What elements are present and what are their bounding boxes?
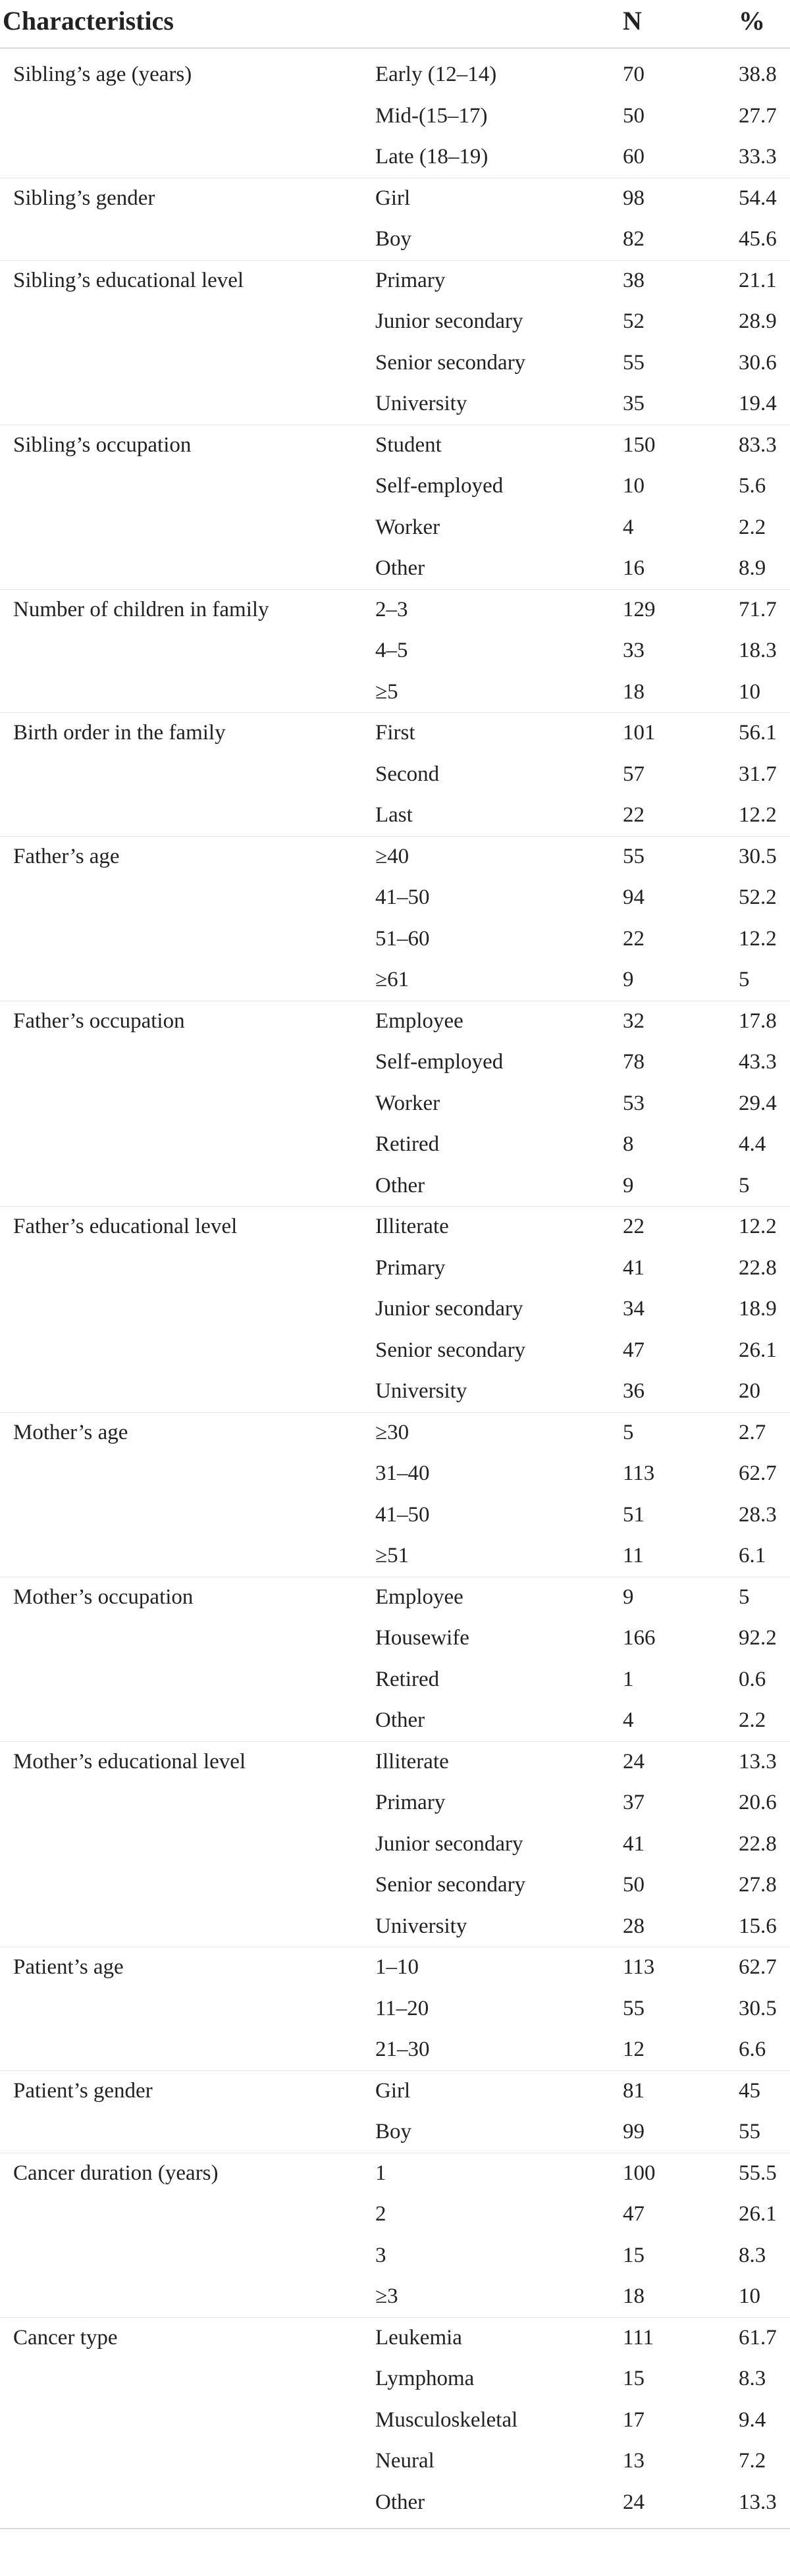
category-cell: ≥30 — [375, 1420, 409, 1444]
category-cell: Boy — [375, 227, 412, 251]
n-cell: 4 — [623, 1708, 634, 1732]
category-cell: Early (12–14) — [375, 63, 497, 86]
table-row — [0, 2111, 790, 2152]
category-cell: ≥61 — [375, 968, 409, 991]
n-cell: 55 — [623, 350, 645, 375]
n-cell: 101 — [623, 721, 656, 745]
n-cell: 41 — [623, 1255, 645, 1280]
percent-cell: 0.6 — [739, 1667, 766, 1691]
percent-cell: 52.2 — [739, 885, 777, 909]
category-cell: Senior secondary — [375, 350, 526, 375]
table-row — [0, 959, 790, 1000]
percent-cell: 8.9 — [739, 556, 766, 580]
percent-cell: 21.1 — [739, 268, 777, 292]
n-cell: 98 — [623, 186, 645, 210]
n-cell: 60 — [623, 145, 645, 169]
characteristic-label: Mother’s age — [13, 1420, 128, 1444]
table-row — [0, 1206, 790, 1247]
table-row — [0, 95, 790, 136]
category-cell: ≥51 — [375, 1544, 409, 1567]
percent-cell: 2.2 — [739, 1708, 766, 1732]
category-cell: Student — [375, 433, 442, 457]
category-cell: ≥40 — [375, 844, 409, 868]
category-cell: Other — [375, 2490, 425, 2514]
characteristic-label: Birth order in the family — [13, 721, 226, 745]
category-cell: Neural — [375, 2449, 434, 2473]
table-row — [0, 1741, 790, 1782]
category-cell: Employee — [375, 1009, 463, 1033]
n-cell: 32 — [623, 1009, 645, 1033]
percent-cell: 18.9 — [739, 1297, 777, 1321]
table-row — [0, 1288, 790, 1329]
table-row — [0, 1248, 790, 1288]
percent-cell: 29.4 — [739, 1091, 777, 1115]
percent-cell: 62.7 — [739, 1461, 777, 1485]
characteristic-label: Patient’s gender — [13, 2078, 153, 2103]
n-cell: 9 — [623, 1173, 634, 1197]
n-cell: 37 — [623, 1791, 645, 1814]
percent-cell: 43.3 — [739, 1050, 777, 1074]
category-cell: Primary — [375, 1255, 446, 1280]
n-cell: 35 — [623, 392, 645, 415]
n-cell: 5 — [623, 1420, 634, 1444]
category-cell: Lymphoma — [375, 2367, 475, 2390]
category-cell: Self-employed — [375, 1050, 504, 1074]
percent-cell: 5 — [739, 968, 750, 991]
percent-cell: 61.7 — [739, 2325, 777, 2350]
table-row — [0, 1494, 790, 1535]
table-row — [0, 342, 790, 383]
percent-cell: 6.1 — [739, 1544, 766, 1567]
percent-cell: 71.7 — [739, 597, 777, 621]
category-cell: Other — [375, 1708, 425, 1732]
table-row — [0, 589, 790, 630]
category-cell: Illiterate — [375, 1749, 449, 1774]
n-cell: 28 — [623, 1914, 645, 1938]
table-row — [0, 1453, 790, 1494]
table-row — [0, 671, 790, 712]
percent-cell: 27.7 — [739, 103, 777, 128]
percent-cell: 55.5 — [739, 2161, 777, 2185]
characteristic-label: Father’s occupation — [13, 1009, 185, 1033]
category-cell: Late (18–19) — [375, 145, 488, 169]
category-cell: Junior secondary — [375, 1297, 523, 1321]
table-row — [0, 383, 790, 424]
table-row — [0, 301, 790, 342]
percent-cell: 55 — [739, 2120, 760, 2143]
n-cell: 22 — [623, 1215, 645, 1238]
table-row — [0, 712, 790, 753]
category-cell: Girl — [375, 2078, 411, 2103]
n-cell: 50 — [623, 1873, 645, 1897]
percent-cell: 92.2 — [739, 1626, 777, 1650]
category-cell: 11–20 — [375, 1996, 429, 2020]
n-cell: 9 — [623, 968, 634, 991]
table-row — [0, 2482, 790, 2523]
characteristic-label: Sibling’s gender — [13, 186, 155, 210]
category-cell: University — [375, 392, 467, 415]
percent-cell: 28.9 — [739, 309, 777, 333]
table-row — [0, 1947, 790, 1987]
table-row — [0, 1412, 790, 1453]
n-cell: 16 — [623, 556, 645, 580]
table-row — [0, 2440, 790, 2481]
category-cell: Boy — [375, 2120, 412, 2143]
header-percent: % — [739, 6, 765, 36]
n-cell: 24 — [623, 2490, 645, 2514]
table-row — [0, 630, 790, 671]
category-cell: 51–60 — [375, 926, 430, 951]
n-cell: 17 — [623, 2407, 645, 2432]
percent-cell: 2.7 — [739, 1420, 766, 1444]
table-row — [0, 507, 790, 548]
table-row — [0, 178, 790, 219]
characteristic-label: Father’s age — [13, 844, 120, 868]
percent-cell: 8.3 — [739, 2367, 766, 2390]
table-row — [0, 1906, 790, 1947]
table-row — [0, 1535, 790, 1576]
n-cell: 52 — [623, 309, 645, 333]
category-cell: 4–5 — [375, 639, 408, 662]
table-row — [0, 2070, 790, 2111]
characteristic-label: Patient’s age — [13, 1955, 124, 1979]
n-cell: 57 — [623, 762, 645, 786]
n-cell: 33 — [623, 639, 645, 662]
percent-cell: 10 — [739, 2284, 760, 2308]
category-cell: Housewife — [375, 1626, 469, 1650]
percent-cell: 4.4 — [739, 1132, 766, 1156]
table-row — [0, 1617, 790, 1658]
table-row — [0, 2153, 790, 2194]
category-cell: Musculoskeletal — [375, 2407, 518, 2432]
n-cell: 111 — [623, 2325, 654, 2350]
category-cell: First — [375, 721, 415, 745]
percent-cell: 12.2 — [739, 803, 777, 827]
category-cell: 2 — [375, 2202, 386, 2226]
table-row — [0, 1041, 790, 1082]
table-row — [0, 1659, 790, 1700]
category-cell: Other — [375, 556, 425, 580]
header-characteristics: Characteristics — [3, 6, 174, 36]
table-row — [0, 1124, 790, 1165]
n-cell: 36 — [623, 1379, 645, 1403]
percent-cell: 12.2 — [739, 1215, 777, 1238]
n-cell: 51 — [623, 1502, 645, 1527]
characteristic-label: Sibling’s educational level — [13, 268, 244, 292]
category-cell: University — [375, 1914, 467, 1938]
category-cell: Last — [375, 803, 413, 827]
n-cell: 15 — [623, 2367, 645, 2390]
n-cell: 55 — [623, 844, 645, 868]
category-cell: Worker — [375, 515, 440, 539]
n-cell: 81 — [623, 2078, 645, 2103]
category-cell: Junior secondary — [375, 309, 523, 333]
n-cell: 50 — [623, 103, 645, 128]
percent-cell: 17.8 — [739, 1009, 777, 1033]
n-cell: 24 — [623, 1749, 645, 1774]
percent-cell: 8.3 — [739, 2243, 766, 2267]
percent-cell: 33.3 — [739, 145, 777, 169]
table-row — [0, 2235, 790, 2276]
category-cell: Self-employed — [375, 474, 504, 498]
category-cell: 1–10 — [375, 1955, 419, 1979]
percent-cell: 38.8 — [739, 63, 777, 86]
n-cell: 166 — [623, 1626, 656, 1650]
n-cell: 129 — [623, 597, 656, 621]
percent-cell: 45.6 — [739, 227, 777, 251]
category-cell: Employee — [375, 1585, 463, 1609]
table-row — [0, 1083, 790, 1124]
percent-cell: 26.1 — [739, 1338, 777, 1362]
table-row — [0, 1824, 790, 1864]
characteristic-label: Mother’s occupation — [13, 1585, 194, 1609]
n-cell: 12 — [623, 2037, 645, 2061]
n-cell: 9 — [623, 1585, 634, 1609]
characteristic-label: Mother’s educational level — [13, 1749, 246, 1774]
category-cell: 31–40 — [375, 1461, 430, 1485]
percent-cell: 26.1 — [739, 2202, 777, 2226]
percent-cell: 27.8 — [739, 1873, 777, 1897]
n-cell: 55 — [623, 1996, 645, 2020]
percent-cell: 5 — [739, 1585, 750, 1609]
percent-cell: 30.5 — [739, 1996, 777, 2020]
table-row — [0, 1988, 790, 2029]
table-header-row — [0, 0, 790, 49]
n-cell: 113 — [623, 1955, 655, 1979]
percent-cell: 31.7 — [739, 762, 777, 786]
table-row — [0, 836, 790, 877]
table-row — [0, 2400, 790, 2440]
percent-cell: 9.4 — [739, 2407, 766, 2432]
percent-cell: 10 — [739, 679, 760, 704]
percent-cell: 45 — [739, 2078, 760, 2103]
percent-cell: 22.8 — [739, 1255, 777, 1280]
characteristic-label: Father’s educational level — [13, 1215, 238, 1238]
n-cell: 22 — [623, 926, 645, 951]
n-cell: 47 — [623, 1338, 645, 1362]
category-cell: Senior secondary — [375, 1338, 526, 1362]
percent-cell: 12.2 — [739, 926, 777, 951]
percent-cell: 2.2 — [739, 515, 766, 539]
table-row — [0, 465, 790, 506]
table-row — [0, 548, 790, 589]
table-row — [0, 877, 790, 918]
category-cell: 21–30 — [375, 2037, 430, 2061]
category-cell: Retired — [375, 1667, 440, 1691]
percent-cell: 30.5 — [739, 844, 777, 868]
n-cell: 1 — [623, 1667, 634, 1691]
percent-cell: 13.3 — [739, 1749, 777, 1774]
n-cell: 10 — [623, 474, 645, 498]
percent-cell: 13.3 — [739, 2490, 777, 2514]
table-row — [0, 1371, 790, 1411]
category-cell: 3 — [375, 2243, 386, 2267]
table-row — [0, 260, 790, 301]
n-cell: 18 — [623, 2284, 645, 2308]
category-cell: 41–50 — [375, 885, 430, 909]
percent-cell: 83.3 — [739, 433, 777, 457]
category-cell: Worker — [375, 1091, 440, 1115]
characteristic-label: Sibling’s age (years) — [13, 63, 192, 86]
characteristic-label: Cancer duration (years) — [13, 2161, 219, 2185]
category-cell: Leukemia — [375, 2325, 462, 2350]
category-cell: Mid-(15–17) — [375, 103, 488, 128]
n-cell: 150 — [623, 433, 656, 457]
percent-cell: 5.6 — [739, 474, 766, 498]
table-row — [0, 1864, 790, 1905]
category-cell: University — [375, 1379, 467, 1403]
category-cell: Second — [375, 762, 440, 786]
n-cell: 41 — [623, 1831, 645, 1856]
category-cell: 41–50 — [375, 1502, 430, 1527]
table-row — [0, 425, 790, 465]
percent-cell: 54.4 — [739, 186, 777, 210]
n-cell: 100 — [623, 2161, 656, 2185]
category-cell: 1 — [375, 2161, 386, 2185]
n-cell: 94 — [623, 885, 645, 909]
characteristic-label: Sibling’s occupation — [13, 433, 192, 457]
n-cell: 53 — [623, 1091, 645, 1115]
category-cell: Other — [375, 1173, 425, 1197]
n-cell: 70 — [623, 63, 645, 86]
characteristic-label: Number of children in family — [13, 597, 269, 621]
percent-cell: 28.3 — [739, 1502, 777, 1527]
table-row — [0, 1330, 790, 1371]
percent-cell: 30.6 — [739, 350, 777, 375]
percent-cell: 56.1 — [739, 721, 777, 745]
category-cell: ≥5 — [375, 679, 398, 704]
percent-cell: 20.6 — [739, 1791, 777, 1814]
table-bottom-rule — [0, 2528, 790, 2529]
percent-cell: 6.6 — [739, 2037, 766, 2061]
table-row — [0, 918, 790, 959]
table-row — [0, 1577, 790, 1617]
percent-cell: 19.4 — [739, 392, 777, 415]
percent-cell: 7.2 — [739, 2449, 766, 2473]
percent-cell: 22.8 — [739, 1831, 777, 1856]
category-cell: Primary — [375, 1791, 446, 1814]
n-cell: 18 — [623, 679, 645, 704]
table-row — [0, 219, 790, 259]
n-cell: 13 — [623, 2449, 645, 2473]
table-row — [0, 2194, 790, 2234]
category-cell: 2–3 — [375, 597, 408, 621]
percent-cell: 62.7 — [739, 1955, 777, 1979]
category-cell: Illiterate — [375, 1215, 449, 1238]
percent-cell: 20 — [739, 1379, 760, 1403]
category-cell: Junior secondary — [375, 1831, 523, 1856]
category-cell: Senior secondary — [375, 1873, 526, 1897]
table-row — [0, 2276, 790, 2317]
n-cell: 11 — [623, 1544, 644, 1567]
n-cell: 82 — [623, 227, 645, 251]
table-row — [0, 2317, 790, 2358]
table-row — [0, 1700, 790, 1741]
n-cell: 47 — [623, 2202, 645, 2226]
table-row — [0, 795, 790, 835]
header-n: N — [623, 6, 642, 36]
n-cell: 38 — [623, 268, 645, 292]
n-cell: 15 — [623, 2243, 645, 2267]
n-cell: 34 — [623, 1297, 645, 1321]
n-cell: 22 — [623, 803, 645, 827]
table-row — [0, 54, 790, 95]
n-cell: 4 — [623, 515, 634, 539]
n-cell: 99 — [623, 2120, 645, 2143]
table-row — [0, 2358, 790, 2399]
category-cell: Retired — [375, 1132, 440, 1156]
table-row — [0, 754, 790, 795]
table-row — [0, 1001, 790, 1041]
percent-cell: 18.3 — [739, 639, 777, 662]
n-cell: 113 — [623, 1461, 655, 1485]
table-row — [0, 1782, 790, 1823]
percent-cell: 15.6 — [739, 1914, 777, 1938]
characteristic-label: Cancer type — [13, 2325, 118, 2350]
percent-cell: 5 — [739, 1173, 750, 1197]
category-cell: Primary — [375, 268, 446, 292]
category-cell: ≥3 — [375, 2284, 398, 2308]
n-cell: 8 — [623, 1132, 634, 1156]
category-cell: Girl — [375, 186, 411, 210]
table-row — [0, 1165, 790, 1206]
table-row — [0, 2029, 790, 2070]
n-cell: 78 — [623, 1050, 645, 1074]
table-row — [0, 136, 790, 177]
